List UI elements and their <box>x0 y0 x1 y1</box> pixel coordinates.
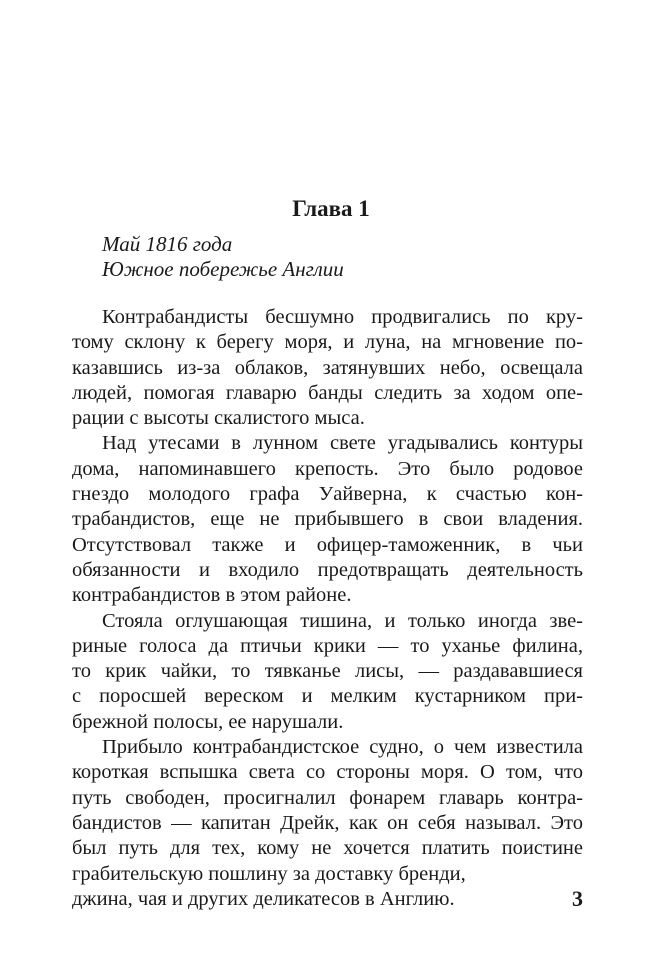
text-line: казавшись из-за облаков, затянувших небо, освещала <box>72 356 583 379</box>
text-line: обязанности и входило предотвращать деятельность <box>72 558 583 581</box>
text-line: риные голоса да птичьи крики — то уханье филина, <box>72 634 583 657</box>
chapter-title: Глава 1 <box>292 196 370 221</box>
text-line: брежной полосы, ее нарушали. <box>72 710 344 733</box>
text-line: контрабандистов в этом районе. <box>72 584 352 607</box>
text-line: Прибыло контрабандистское судно, о чем известила <box>102 736 583 759</box>
text-line: бандистов — капитан Дрейк, как он себя называл. Это <box>72 811 583 834</box>
page-number: 3 <box>572 886 583 911</box>
text-line: путь свободен, просигналил фонарем главарь контра- <box>72 786 583 809</box>
body-text <box>72 305 583 912</box>
text-line: гнездо молодого графа Уайверна, к счастью кон- <box>72 483 583 506</box>
text-line: Над утесами в лунном свете угадывались контуры <box>102 432 583 455</box>
text-line: Стояла оглушающая тишина, и только иногда зве- <box>102 609 583 632</box>
text-line: тому склону к берегу моря, и луна, на мгновение по- <box>72 331 583 354</box>
text-line: короткая вспышка света со стороны моря. О том, что <box>72 761 583 784</box>
text-line: людей, помогая главарю банды следить за ходом опе- <box>72 381 583 404</box>
text-line: трабандистов, еще не прибывшего в свои владения. <box>72 508 583 531</box>
text-line: Контрабандисты бесшумно продвигались по кру- <box>102 306 583 328</box>
epigraph-place: Южное побережье Англии <box>102 257 344 281</box>
text-line: с поросшей вереском и мелким кустарником при- <box>72 685 583 708</box>
text-line: дома, напоминавшего крепость. Это было родовое <box>72 457 583 480</box>
text-line: рации с высоты скалистого мыса. <box>72 407 365 430</box>
text-line: то крик чайки, то тявканье лисы, — раздававшиеся <box>72 660 583 683</box>
text-line: джина, чая и других деликатесов в Англию. <box>72 887 455 910</box>
text-line: грабительскую пошлину за доставку бренди, <box>72 862 466 885</box>
text-line: Отсутствовал также и офицер-таможенник, в чьи <box>72 533 583 556</box>
epigraph-date: Май 1816 года <box>102 232 233 256</box>
text-line: был путь для тех, кому не хочется платить поистине <box>72 837 583 860</box>
